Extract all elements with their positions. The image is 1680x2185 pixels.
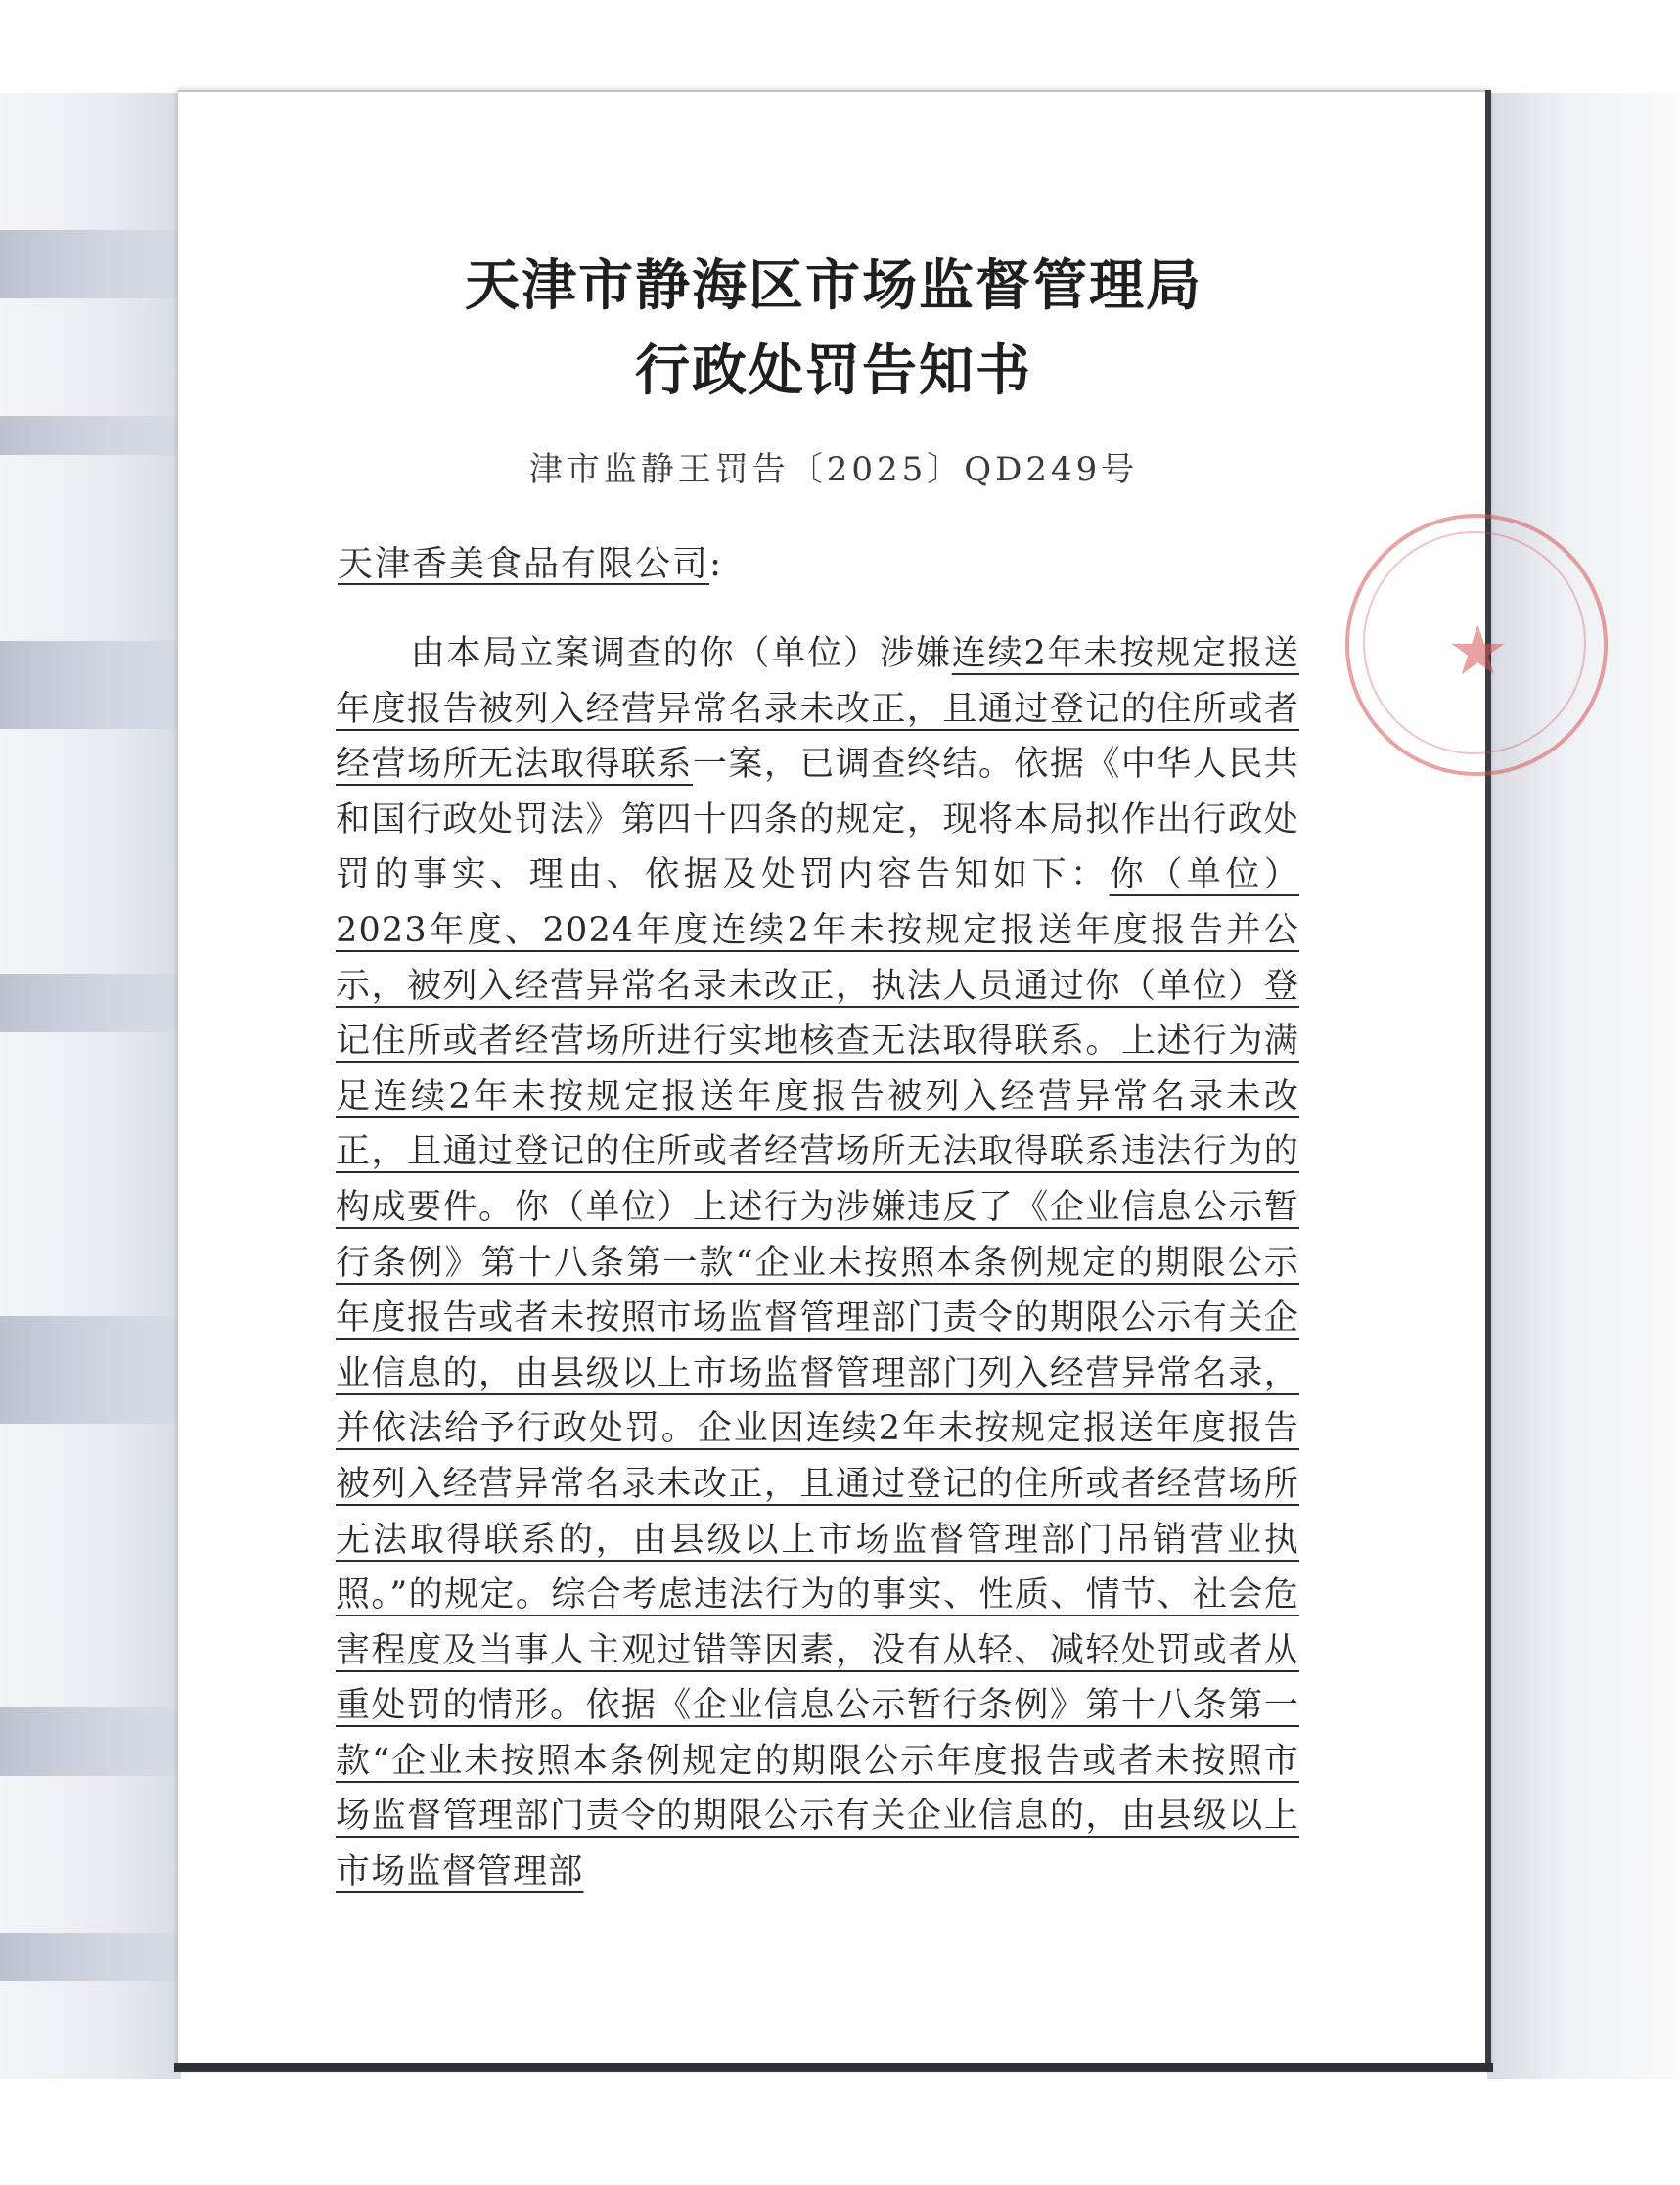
recipient-colon: : (709, 544, 724, 584)
body-part: 一案，已调查终结。依据《中华人民共和国行政处罚法》第四十四条的规定，现将本局拟作出行政处罚的事实、理由、依据及处罚内容告知如下： (336, 745, 1299, 895)
body-part-underlined: 连续2年未按规定报送年度报告被列入经营异常名录未改正，且通过登记的住所或者经营场所无法取得联系 (336, 634, 1299, 785)
sheet-edge-bottom (174, 2063, 1493, 2072)
star-icon: ★ (1447, 611, 1509, 691)
body-part: 由本局立案调查的你（单位）涉嫌 (410, 634, 952, 673)
scan-background-left (0, 93, 181, 2079)
body-part-underlined: 你（单位）2023年度、2024年度连续2年未按规定报送年度报告并公示，被列入经营异常名录未改正，执法人员通过你（单位）登记住所或者经营场所进行实地核查无法取得联系。上述行为满足连续2年未按规定报送年度报告被列入经营异常名录未改正，且通过登记的住所或者经营场所无法取得联系违法行为的构成要件。你（单位）上述行为涉嫌违反了《企业信息公示暂行条例》第十八条第一款“企业未按照本条例规定的期限公示年度报告或者未按照市场监督管理部门责令的期限公示有关企业信息的，由县级以上市场监督管理部门列入经营异常名录，并依法给予行政处罚。企业因连续2年未按规定报送年度报告被列入经营异常名录未改正，且通过登记的住所或者经营场所无法取得联系的，由县级以上市场监督管理部门吊销营业执照。”的规定。综合考虑违法行为的事实、性质、情节、社会危害程度及当事人主观过错等因素，没有从轻、减轻处罚或者从重处罚的情形。依据《企业信息公示暂行条例》第十八条第一款“企业未按照本条例规定的期限公示年度报告或者未按照市场监督管理部门责令的期限公示有关企业信息的，由县级以上市场监督管理部 (336, 855, 1299, 1892)
document-number: 津市监静王罚告〔2025〕QD249号 (528, 450, 1139, 489)
scan-artifact-band (0, 1707, 181, 1776)
scan-artifact-band (0, 1933, 181, 1981)
scan-artifact-band (0, 1316, 181, 1424)
document-title-line2: 行政处罚告知书 (635, 339, 1032, 403)
recipient-name: 天津香美食品有限公司 (338, 544, 710, 584)
scan-background-right (1487, 93, 1680, 2079)
official-seal-stamp (1345, 514, 1608, 776)
scan-artifact-band (0, 230, 181, 298)
scan-artifact-band (0, 416, 181, 455)
scan-artifact-band (0, 974, 181, 1032)
recipient-line (338, 536, 723, 586)
document-title-line1: 天津市静海区市场监督管理局 (465, 253, 1203, 318)
notice-body (336, 626, 1299, 1900)
scan-artifact-band (0, 641, 181, 729)
